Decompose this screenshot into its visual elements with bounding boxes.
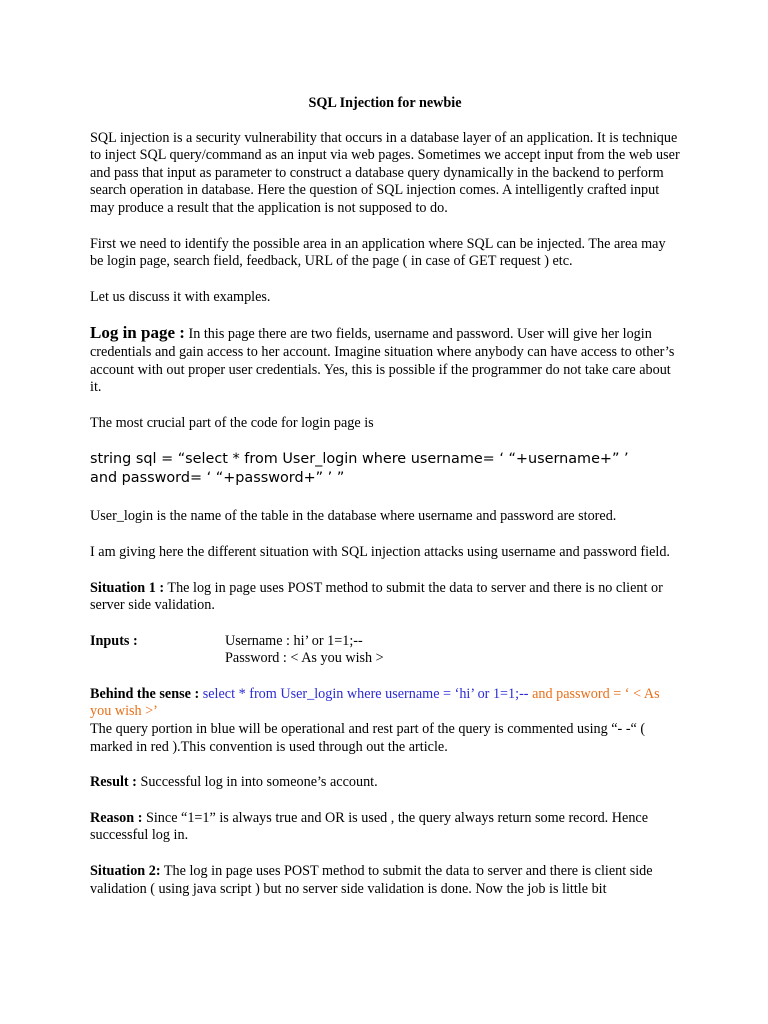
code-snippet (90, 450, 680, 488)
inputs-block (90, 633, 680, 668)
result-label: Result : (90, 774, 137, 791)
situation-2-label: Situation 2: (90, 863, 161, 880)
paragraph-examples: Let us discuss it with examples. (90, 288, 271, 305)
paragraph-result (90, 774, 680, 792)
situation-1-text: The log in page uses POST method to submit the data to server and there is no client or server side validation. (90, 579, 663, 614)
result-text: Successful log in into someone’s account. (136, 774, 378, 791)
query-blue-portion: select * from User_login where username = ‘hi’ or 1=1;-- (199, 685, 529, 702)
situation-2-text: The log in page uses POST method to submit the data to server and there is client side validation ( using java script ) but no server side validation is done. Now the job is little bit (90, 863, 653, 897)
document-title: SQL Injection for newbie (308, 95, 462, 111)
input-username-value: Username : hi’ or 1=1;-- (225, 632, 363, 649)
paragraph-login-page (90, 324, 680, 396)
code-line-2: and password= ‘ “+password+” ’ ” (90, 470, 345, 487)
behind-sense-text: The query portion in blue will be operational and rest part of the query is commented using “- -“ ( marked in red ).This convention is used through out the article. (90, 721, 646, 755)
code-line-1: string sql = “select * from User_login where username= ‘ “+username+” ’ (90, 451, 629, 468)
paragraph-situation-2 (90, 863, 680, 898)
login-page-heading: Log in page : (90, 323, 185, 343)
query-orange-portion: and password = ‘ < As you wish >’ (90, 685, 660, 720)
login-page-text: In this page there are two fields, username and password. User will give her login credentials and gain access to her account. Imagine situation where anybody can have access to other’s account with out proper user credentials. Yes, this is possible if the programmer do not take care about it. (90, 326, 675, 396)
inputs-values (225, 633, 384, 668)
situation-1-label: Situation 1 : (90, 579, 165, 596)
paragraph-identify: First we need to identify the possible area in an application where SQL can be injected. The area may be login page, search field, feedback, URL of the page ( in case of GET request ) etc. (90, 235, 666, 270)
paragraph-reason (90, 810, 680, 845)
reason-label: Reason : (90, 809, 143, 826)
paragraph-intro: SQL injection is a security vulnerability that occurs in a database layer of an application. It is technique to inject SQL query/command as an input via web pages. Sometimes we accept input from the web user and pass that input as parameter to construct a database query dynamically in the backend to perform search operation in database. Here the question of SQL injection comes. A intelligently crafted input may produce a result that the application is not supposed to do. (90, 129, 680, 216)
paragraph-situation-1 (90, 580, 680, 615)
inputs-label: Inputs : (90, 632, 138, 649)
paragraph-crucial: The most crucial part of the code for login page is (90, 414, 374, 431)
document-body (90, 95, 680, 916)
input-password-value: Password : < As you wish > (225, 650, 384, 667)
behind-sense-label: Behind the sense : (90, 685, 200, 702)
paragraph-situations: I am giving here the different situation with SQL injection attacks using username and password field. (90, 543, 670, 560)
paragraph-user-login: User_login is the name of the table in the database where username and password are stored. (90, 508, 617, 525)
reason-text: Since “1=1” is always true and OR is used , the query always return some record. Hence successful log in. (90, 809, 649, 844)
paragraph-behind-sense (90, 686, 680, 756)
